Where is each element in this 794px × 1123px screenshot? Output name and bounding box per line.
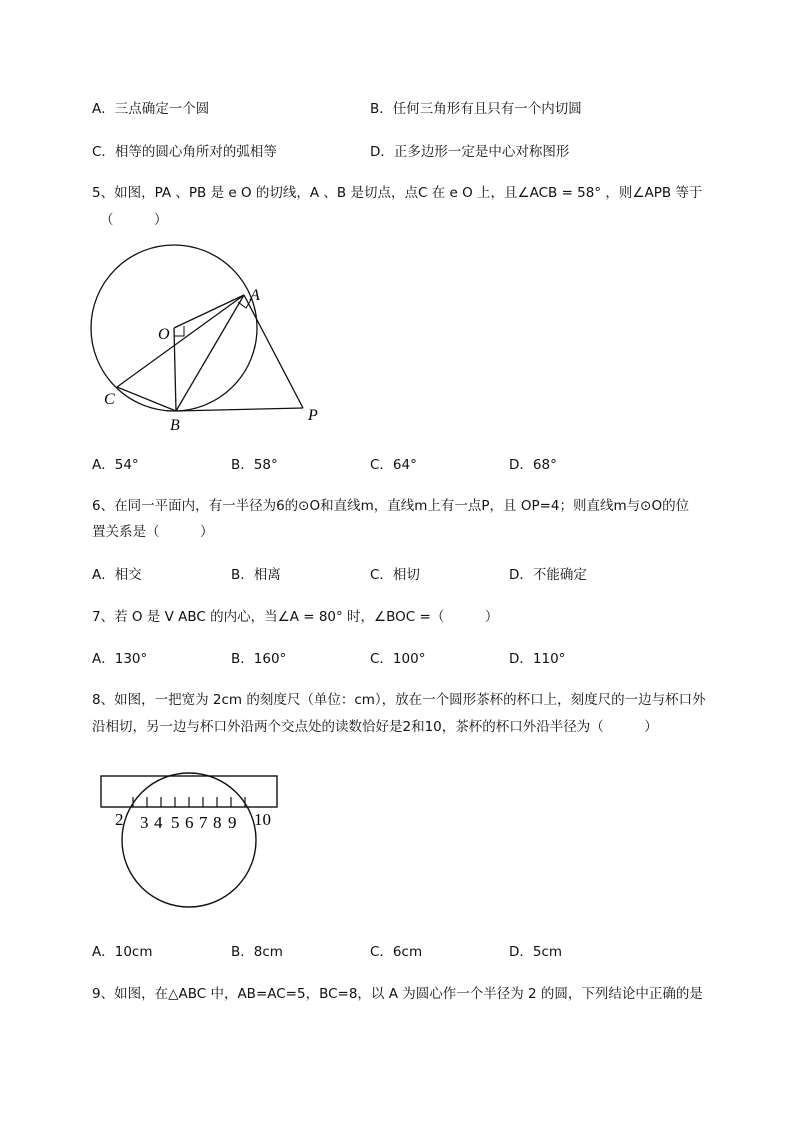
q5-label-p: P	[308, 407, 318, 424]
q8-option-a: A．10cm	[92, 944, 153, 960]
q8-ruler-number-3: 3	[140, 813, 149, 832]
q6-option-d: D．不能确定	[509, 567, 587, 583]
q5-line-ob	[174, 328, 176, 411]
q5-figure	[88, 240, 348, 440]
q7-option-c: C．100°	[370, 651, 426, 667]
q8-ruler-number-10: 10	[254, 810, 271, 829]
q5-line-cb	[117, 387, 176, 411]
q8-option-b: B．8cm	[231, 944, 283, 960]
q5-stem-line2: （ ）	[100, 212, 168, 228]
q6-stem-line2: 置关系是（ ）	[92, 524, 214, 540]
q8-ruler-ticks	[133, 797, 245, 807]
q5-label-a: A	[250, 287, 260, 304]
q7-option-a: A．130°	[92, 651, 148, 667]
q4-option-c: C．相等的圆心角所对的弧相等	[92, 144, 277, 160]
q8-option-d: D．5cm	[509, 944, 563, 960]
q8-stem-line1: 8、如图，一把宽为 2cm 的刻度尺（单位：cm），放在一个圆形茶杯的杯口上，刻度尺的一边与杯口外	[92, 692, 706, 708]
q7-stem: 7、若 O 是 V ABC 的内心，当∠A = 80° 时，∠BOC =（ ）	[92, 609, 499, 625]
q5-line-ca	[117, 295, 244, 387]
q5-stem-line1: 5、如图，PA 、PB 是 e O 的切线，A 、B 是切点，点C 在 e O 上，且∠ACB = 58° ，则∠APB 等于	[92, 185, 703, 201]
q4-option-d: D．正多边形一定是中心对称图形	[370, 144, 570, 160]
q5-label-c: C	[104, 391, 115, 408]
q5-option-b: B．58°	[231, 457, 278, 473]
q6-stem-line1: 6、在同一平面内，有一半径为6的⊙O和直线m，直线m上有一点P，且 OP=4；则直线m与⊙O的位	[92, 498, 690, 514]
q8-stem-line2: 沿相切，另一边与杯口外沿两个交点处的读数恰好是2和10，茶杯的杯口外沿半径为（ ）	[92, 719, 658, 735]
q7-option-d: D．110°	[509, 651, 566, 667]
q8-ruler-number-6: 6	[185, 813, 194, 832]
q5-line-ab	[176, 295, 244, 411]
q6-option-c: C．相切	[370, 567, 420, 583]
q5-option-d: D．68°	[509, 457, 557, 473]
q8-ruler-number-5: 5	[171, 813, 180, 832]
q8-option-c: C．6cm	[370, 944, 423, 960]
q5-line-ap	[244, 295, 303, 408]
q7-option-b: B．160°	[231, 651, 287, 667]
q4-option-b: B．任何三角形有且只有一个内切圆	[370, 101, 582, 117]
q5-label-b: B	[170, 417, 180, 434]
q5-label-o: O	[158, 326, 170, 343]
q8-ruler-number-9: 9	[228, 813, 237, 832]
q4-option-a: A．三点确定一个圆	[92, 101, 210, 117]
q8-figure	[98, 770, 283, 930]
q8-ruler-number-4: 4	[154, 813, 163, 832]
q8-ruler-number-7: 7	[199, 813, 208, 832]
q5-option-c: C．64°	[370, 457, 417, 473]
q5-option-a: A．54°	[92, 457, 139, 473]
q8-ruler-number-8: 8	[213, 813, 222, 832]
q6-option-b: B．相离	[231, 567, 281, 583]
q8-cup-circle	[122, 773, 256, 907]
q5-line-oa	[174, 295, 244, 328]
q8-ruler-number-2: 2	[115, 810, 124, 829]
q9-stem: 9、如图，在△ABC 中，AB=AC=5，BC=8，以 A 为圆心作一个半径为 2 的圆，下列结论中正确的是	[92, 986, 703, 1002]
q6-option-a: A．相交	[92, 567, 142, 583]
